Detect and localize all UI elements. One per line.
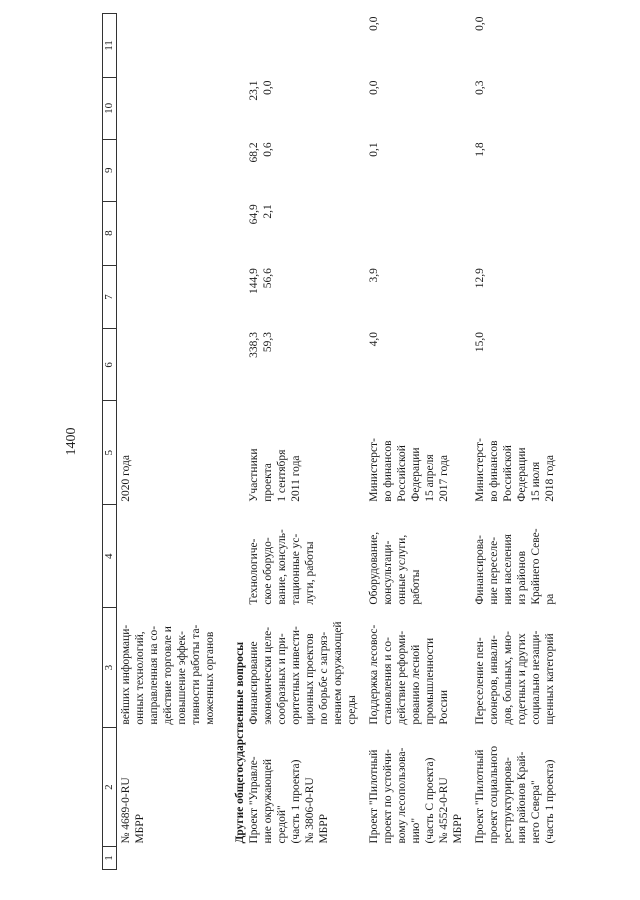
- text-line: направленная на со-: [148, 625, 160, 725]
- value-cell: [247, 139, 367, 201]
- value: 56,6: [262, 268, 274, 289]
- text-line: тационные ус-: [290, 533, 302, 605]
- project-cell: [367, 728, 473, 847]
- section-header: Другие общегосударственные вопросы: [234, 641, 246, 844]
- text-line: ние окружающей: [262, 758, 274, 844]
- text-line: ния районов Край-: [516, 751, 528, 844]
- table-row: [247, 14, 367, 870]
- purpose-cell: [117, 608, 232, 728]
- value: 1,8: [474, 142, 486, 157]
- text-line: сообразных и при-: [276, 633, 288, 725]
- value: 0,0: [368, 16, 380, 31]
- text-line: Российской: [396, 445, 408, 502]
- col-number: 6: [103, 329, 117, 401]
- table-row: [473, 14, 565, 870]
- value-cell: [473, 14, 565, 78]
- text-line: из районов: [516, 550, 528, 605]
- text-line: работы: [410, 569, 422, 605]
- text-line: оритетных инвести-: [290, 626, 302, 725]
- text-line: среды: [346, 695, 358, 725]
- text-line: средой": [276, 805, 288, 844]
- text-line: 15 июля: [530, 461, 542, 502]
- value-cell: [473, 139, 565, 201]
- total-value: 144,9: [248, 268, 260, 294]
- col-number: 7: [103, 265, 117, 329]
- goods-cell: [473, 505, 565, 608]
- text-line: него Севера": [530, 780, 542, 844]
- text-line: Оборудование,: [368, 531, 380, 605]
- value-cell: [367, 14, 473, 78]
- text-line: проекта: [262, 463, 274, 502]
- goods-cell: [247, 505, 367, 608]
- purpose-cell: [473, 608, 565, 728]
- text-line: Технологиче-: [248, 538, 260, 605]
- executor-cell: [247, 401, 367, 505]
- loan-projects-table: [102, 13, 565, 870]
- text-line: Финансирование: [248, 641, 260, 725]
- project-cell: [473, 728, 565, 847]
- text-line: ское оборудо-: [262, 537, 274, 605]
- text-line: Министерст-: [368, 438, 380, 502]
- value-cell: [473, 77, 565, 139]
- continuation-row: [117, 14, 232, 870]
- value-cell: [473, 265, 565, 329]
- text-line: Федерации: [410, 447, 422, 502]
- text-line: тивности работы та-: [190, 624, 202, 725]
- text-line: во финансов: [382, 440, 394, 502]
- text-line: Поддержка лесовос-: [368, 624, 380, 725]
- text-line: Проект "Пилотный: [474, 749, 486, 844]
- text-line: действие реформи-: [396, 630, 408, 725]
- text-line: Финансирова-: [474, 535, 486, 605]
- value-cell: [367, 265, 473, 329]
- text-line: реструктурирова-: [502, 757, 514, 844]
- text-line: проект по устойчи-: [382, 749, 394, 844]
- text-line: № 4689-0-RU: [120, 777, 132, 844]
- executor-cell: [367, 401, 473, 505]
- text-line: моженных органов: [204, 631, 216, 725]
- text-line: ционных проектов: [304, 633, 316, 725]
- value: 0,3: [474, 80, 486, 95]
- text-line: луги, работы: [304, 541, 316, 605]
- text-line: Переселение пен-: [474, 637, 486, 725]
- value: 4,0: [368, 331, 380, 347]
- text-line: действие торговле и: [162, 626, 174, 725]
- text-line: по борьбе с загряз-: [318, 631, 330, 725]
- text-line: 2017 года: [438, 455, 450, 502]
- text-line: вейших информаци-: [120, 624, 132, 725]
- text-line: онных технологий,: [134, 631, 146, 725]
- value-cell: [367, 329, 473, 401]
- text-line: консультаци-: [382, 540, 394, 605]
- value-cell: [473, 201, 565, 265]
- text-line: во финансов: [488, 440, 500, 502]
- section-header-row: [231, 14, 247, 870]
- value: 0,0: [262, 80, 274, 95]
- value-cell: [247, 77, 367, 139]
- project-cell: [247, 728, 367, 847]
- text-line: вому лесопользова-: [396, 747, 408, 844]
- text-line: повышение эффек-: [176, 631, 188, 725]
- col-number: 10: [103, 77, 117, 139]
- value: 0,0: [474, 16, 486, 31]
- text-line: Министерст-: [474, 438, 486, 502]
- text-line: проект социального: [488, 745, 500, 844]
- value-cell: [247, 265, 367, 329]
- text-line: Проект "Управле-: [248, 756, 260, 844]
- value-cell: [367, 139, 473, 201]
- executor-cell: [473, 401, 565, 505]
- table-row: [367, 14, 473, 870]
- total-value: 64,9: [248, 204, 260, 225]
- value: 2,1: [262, 204, 274, 219]
- text-line: 2011 года: [290, 455, 302, 502]
- text-line: 2018 года: [544, 455, 556, 502]
- value: 3,9: [368, 268, 380, 283]
- value: 12,9: [474, 268, 486, 289]
- total-value: 338,3: [248, 331, 260, 358]
- value: 0,0: [368, 80, 380, 95]
- text-line: онные услуги,: [396, 534, 408, 605]
- goods-cell: [367, 505, 473, 608]
- rotated-page-content: [64, 13, 556, 870]
- text-line: сионеров, инвали-: [488, 635, 500, 725]
- project-cell: [117, 728, 232, 847]
- col-number: 2: [103, 728, 117, 847]
- col-number: 8: [103, 201, 117, 265]
- text-line: щенных категорий: [544, 633, 556, 725]
- col-number: 5: [103, 401, 117, 505]
- text-line: 1 сентября: [276, 449, 288, 502]
- value: 0,6: [262, 142, 274, 157]
- text-line: Российской: [502, 445, 514, 502]
- col-number: 4: [103, 505, 117, 608]
- col-number: 1: [103, 847, 117, 870]
- text-line: вание, консуль-: [276, 529, 288, 605]
- text-line: годетных и других: [516, 633, 528, 725]
- value: 59,3: [262, 331, 274, 353]
- text-line: рованию лесной: [410, 644, 422, 725]
- text-line: становления и со-: [382, 637, 394, 725]
- text-line: России: [438, 689, 450, 725]
- text-line: ра: [544, 593, 556, 605]
- text-line: Федерации: [516, 447, 528, 502]
- col-number: 9: [103, 139, 117, 201]
- purpose-cell: [247, 608, 367, 728]
- value-cell: [247, 201, 367, 265]
- text-line: нением окружающей: [332, 621, 344, 725]
- text-line: ние переселе-: [488, 536, 500, 605]
- text-line: нию": [410, 817, 422, 844]
- value-cell: [367, 77, 473, 139]
- total-value: 68,2: [248, 142, 260, 163]
- text-line: 2020 года: [120, 455, 132, 502]
- text-line: МБРР: [318, 813, 330, 844]
- value-cell: [367, 201, 473, 265]
- page-number: 1400: [64, 427, 79, 456]
- text-line: Проект "Пилотный: [368, 749, 380, 844]
- text-line: экономически целе-: [262, 626, 274, 725]
- text-line: № 3806-0-RU: [304, 777, 316, 844]
- period-cell: [117, 401, 232, 505]
- text-line: промышленности: [424, 637, 436, 725]
- col-number: 11: [103, 14, 117, 78]
- text-line: МБРР: [452, 813, 464, 844]
- purpose-cell: [367, 608, 473, 728]
- total-value: 23,1: [248, 80, 260, 101]
- value-cell: [247, 329, 367, 401]
- text-line: (часть 1 проекта): [544, 759, 556, 844]
- text-line: (часть 1 проекта): [290, 759, 302, 844]
- text-line: (часть С проекта): [424, 757, 436, 844]
- value: 0,1: [368, 142, 380, 157]
- text-line: Крайнего Севе-: [530, 528, 542, 605]
- column-number-row: [103, 14, 117, 870]
- text-line: № 4552-0-RU: [438, 777, 450, 844]
- value-cell: [473, 329, 565, 401]
- text-line: 15 апреля: [424, 454, 436, 502]
- text-line: МБРР: [134, 813, 146, 844]
- text-line: ния населения: [502, 534, 514, 605]
- text-line: Участники: [248, 448, 260, 502]
- value: 15,0: [474, 331, 486, 353]
- col-number: 3: [103, 608, 117, 728]
- text-line: дов, больных, мно-: [502, 631, 514, 725]
- text-line: социально незащи-: [530, 630, 542, 725]
